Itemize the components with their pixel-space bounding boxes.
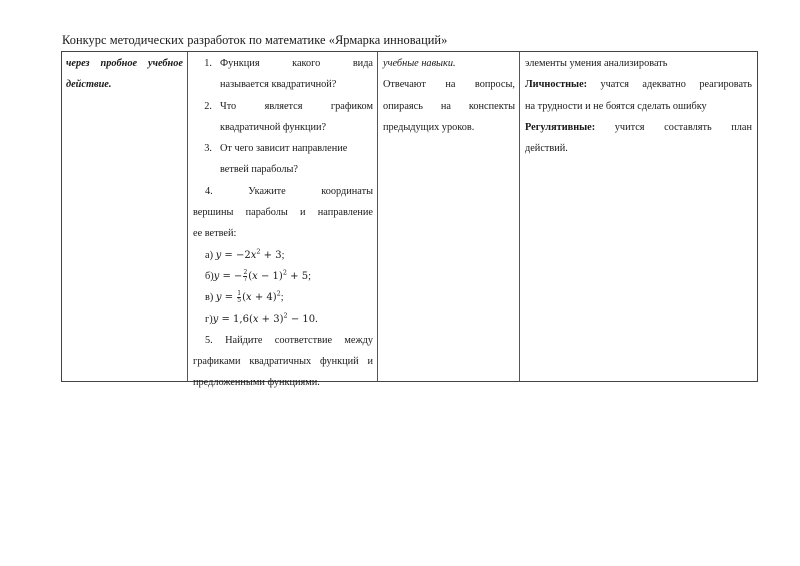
stage-line-2: действие. bbox=[66, 79, 112, 91]
activity-top-line: учебные навыки. bbox=[383, 58, 456, 69]
activity-line: Отвечают на вопросы, bbox=[383, 79, 515, 91]
question-text: 5. Найдите соответствие между bbox=[205, 334, 373, 346]
activity-line: опираясь на конспекты bbox=[383, 100, 515, 112]
regulative-outcome-cont: действий. bbox=[525, 143, 568, 155]
table-cell-tasks bbox=[187, 52, 377, 389]
formula-label: г) bbox=[205, 313, 213, 325]
question-text: называется квадратичной? bbox=[220, 79, 337, 91]
regulative-text: учится составлять план bbox=[595, 121, 752, 133]
document-header: Конкурс методических разработок по математике «Ярмарка инноваций» bbox=[62, 33, 448, 47]
outcome-line: элементы умения анализировать bbox=[525, 58, 668, 69]
question-text: вершины параболы и направление bbox=[193, 207, 373, 219]
activity-line: предыдущих уроков. bbox=[383, 121, 475, 133]
table-cell-stage bbox=[62, 52, 187, 381]
question-text: Что является графиком bbox=[220, 100, 373, 112]
question-number: 3. bbox=[204, 143, 212, 155]
formula-b: y = − $\frac{2}{7}$ $(x - 1)^2 + 5$ bbox=[213, 268, 309, 283]
table-cell-student-activity bbox=[377, 52, 519, 381]
question-2 bbox=[193, 96, 373, 139]
personal-label: Личностные: bbox=[525, 79, 588, 91]
question-text: ветвей параболы? bbox=[220, 164, 299, 176]
personal-outcome-cont: на трудности и не боятся сделать ошибку bbox=[525, 100, 707, 112]
question-3 bbox=[193, 138, 373, 181]
question-text: Функция какого вида bbox=[220, 58, 373, 69]
stage-line-1: через пробное учебное bbox=[66, 58, 183, 69]
formula-label: б) bbox=[205, 270, 214, 282]
formula-list bbox=[193, 245, 373, 330]
table-cell-learning-outcomes bbox=[519, 52, 757, 381]
question-1 bbox=[193, 53, 373, 96]
lesson-table bbox=[61, 51, 758, 389]
formula-a: $y = -2x^2 + 3$ bbox=[215, 247, 282, 261]
regulative-label: Регулятивные: bbox=[525, 121, 596, 133]
question-text: графиками квадратичных функций и bbox=[193, 356, 373, 368]
question-text: квадратичной функции? bbox=[220, 121, 327, 133]
question-5 bbox=[193, 330, 373, 394]
personal-text: учатся адекватно реагировать bbox=[587, 79, 752, 91]
regulative-outcome bbox=[525, 117, 752, 138]
formula-label: в) bbox=[205, 292, 216, 304]
formula-item-c: в) y = $\frac{1}{5}$ $(x + 4)^2$; bbox=[205, 289, 284, 305]
question-text: предложенными функциями. bbox=[193, 377, 320, 389]
personal-outcome bbox=[525, 74, 752, 95]
question-number: 1. bbox=[204, 58, 212, 69]
question-text: ее ветвей: bbox=[193, 228, 237, 240]
formula-d: $y = 1,6(x + 3)^2 - 10$ bbox=[212, 311, 316, 325]
question-text: От чего зависит направление bbox=[220, 143, 348, 155]
formula-item-d: $г)y = 1,6(x + 3)^2 - 10$. bbox=[205, 311, 318, 325]
formula-c: y = $\frac{1}{5}$ $(x + 4)^2$ bbox=[215, 289, 281, 305]
question-4 bbox=[193, 181, 373, 245]
formula-label: а) bbox=[205, 249, 216, 261]
question-number: 2. bbox=[204, 100, 212, 112]
formula-item-b: б)y = − $\frac{2}{7}$ $(x - 1)^2 + 5$; bbox=[205, 268, 311, 283]
formula-item-a: а) $y = -2x^2 + 3$; bbox=[205, 247, 285, 261]
question-text: 4. Укажите координаты bbox=[205, 185, 373, 197]
